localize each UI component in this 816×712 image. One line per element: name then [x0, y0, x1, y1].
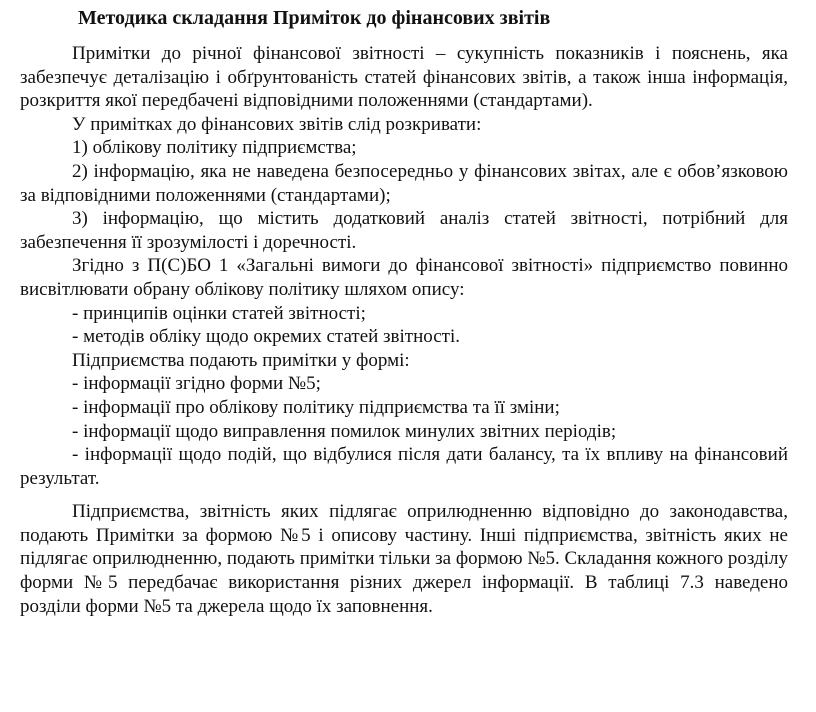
paragraph-disclosure-intro: У примітках до фінансових звітів слід розкривати: [72, 113, 482, 135]
dash-item-errors: - інформації щодо виправлення помилок минулих звітних періодів; [72, 420, 617, 442]
document-title: Методика складання Приміток до фінансових звітів [78, 7, 551, 29]
list-item-3: 3) інформацію, що містить додатковий аналіз статей звітності, потрібний для забезпечення її зрозумілості і доречності. [20, 208, 788, 253]
dash-item-events: - інформації щодо подій, що відбулися після дати балансу, та їх впливу на фінансовий результат. [20, 444, 788, 489]
paragraph-forms-intro: Підприємства подають примітки у формі: [72, 349, 410, 371]
dash-item-principles: - принципів оцінки статей звітності; [72, 302, 366, 324]
list-item-1: 1) облікову політику підприємства; [72, 137, 357, 159]
paragraph-definition: Примітки до річної фінансової звітності – сукупність показників і пояснень, яка забезпечує деталізацію і обґрунтованість статей фінансових звітів, а також інша інформація, розкриття якої передбачені відповідними положеннями (стандартами). [20, 43, 788, 112]
dash-item-form5: - інформації згідно форми №5; [72, 373, 321, 395]
document-body [20, 42, 788, 618]
list-item-2: 2) інформацію, яка не наведена безпосередньо у фінансових звітах, але є обов’язковою за відповідними положеннями (стандартами); [20, 160, 788, 206]
paragraph-psbo: Згідно з П(С)БО 1 «Загальні вимоги до фінансової звітності» підприємство повинно висвітлювати обрану облікову політику шляхом опису: [20, 255, 788, 300]
dash-item-policy: - інформації про облікову політику підприємства та її зміни; [72, 396, 560, 418]
dash-item-methods: - методів обліку щодо окремих статей звітності. [72, 326, 461, 348]
paragraph-publication: Підприємства, звітність яких підлягає оприлюдненню відповідно до законодавства, подають Примітки за формою №5 і описову частину. Інші підприємства, звітність яких не підлягає оприлюдненню, подають примітки тільки за формою №5. Складання кожного розділу форми №5 передбачає використання різних джерел інформації. В таблиці 7.3 наведено розділи форми №5 та джерела щодо їх заповнення. [20, 501, 788, 617]
